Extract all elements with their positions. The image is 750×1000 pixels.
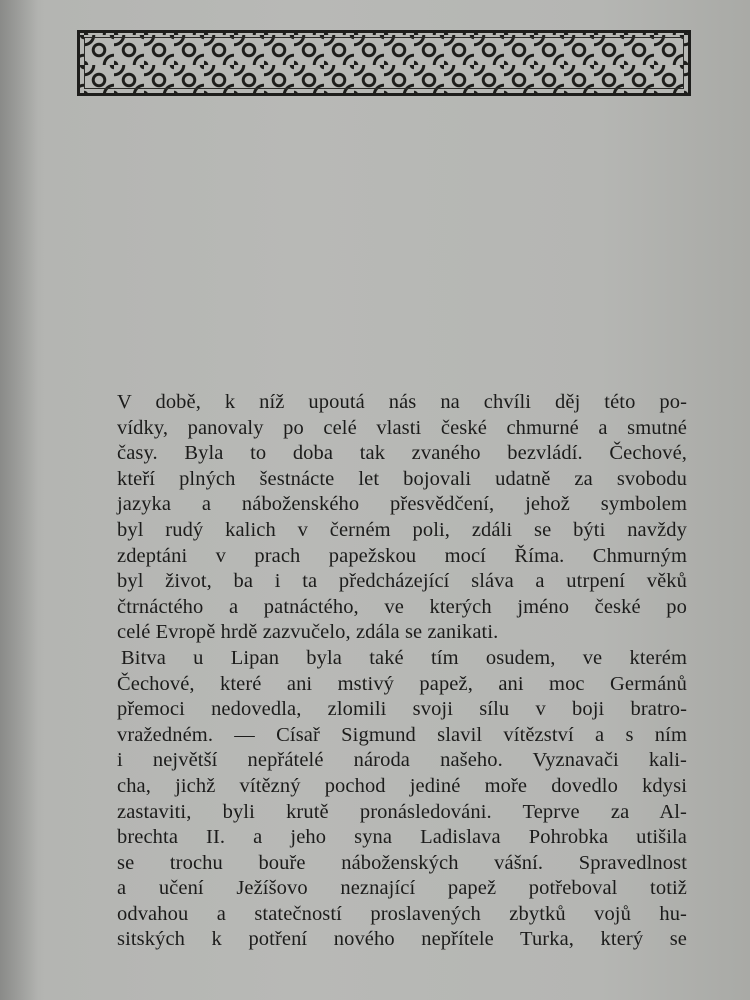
text-line: sitských k potření nového nepřítele Turka, který se <box>117 928 687 951</box>
text-line: i největší nepřátelé národa našeho. Vyznavači kali- <box>117 749 687 772</box>
page-gutter-shadow <box>0 0 38 1000</box>
text-line: cha, jichž vítězný pochod jediné moře dovedlo kdysi <box>117 774 687 797</box>
text-line: byl rudý kalich v černém poli, zdáli se býti navždy <box>117 518 687 541</box>
text-line: brechta II. a jeho syna Ladislava Pohrobka utišila <box>117 826 687 849</box>
text-line: Bitva u Lipan byla také tím osudem, ve kterém <box>121 646 687 669</box>
text-line: V době, k níž upoutá nás na chvíli děj této po- <box>117 391 687 413</box>
text-line: čtrnáctého a patnáctého, ve kterých jméno české po <box>117 595 687 618</box>
text-line: zdeptáni v prach papežskou mocí Říma. Chmurným <box>117 544 687 567</box>
text-line: přemoci nedovedla, zlomili svoji sílu v boji bratro- <box>117 698 687 721</box>
text-line: a učení Ježíšovo neznající papež potřeboval totiž <box>117 877 687 900</box>
text-line: celé Evropě hrdě zazvučelo, zdála se zanikati. <box>117 621 499 644</box>
ornament-frame <box>84 37 684 89</box>
text-line: zastaviti, byli krutě pronásledováni. Teprve za Al- <box>117 800 687 823</box>
text-line: vražedném. — Císař Sigmund slavil vítězství a s ním <box>117 723 687 746</box>
text-line: byl život, ba i ta předcházející sláva a utrpení věků <box>117 570 687 593</box>
decorative-border <box>77 30 691 96</box>
text-line: se trochu bouře náboženských vášní. Spravedlnost <box>117 851 687 874</box>
text-line: časy. Byla to doba tak zvaného bezvládí. Čechové, <box>117 442 687 465</box>
text-line: kteří plných šestnácte let bojovali udatně za svobodu <box>117 467 687 490</box>
text-line: Čechové, které ani mstivý papež, ani moc Germánů <box>117 672 687 695</box>
text-line: vídky, panovaly po celé vlasti české chmurné a smutné <box>117 416 687 439</box>
body-text <box>117 390 687 953</box>
text-line: odvahou a statečností proslavených zbytků vojů hu- <box>117 902 687 925</box>
text-line: jazyka a náboženského přesvědčení, jehož symbolem <box>117 493 687 516</box>
